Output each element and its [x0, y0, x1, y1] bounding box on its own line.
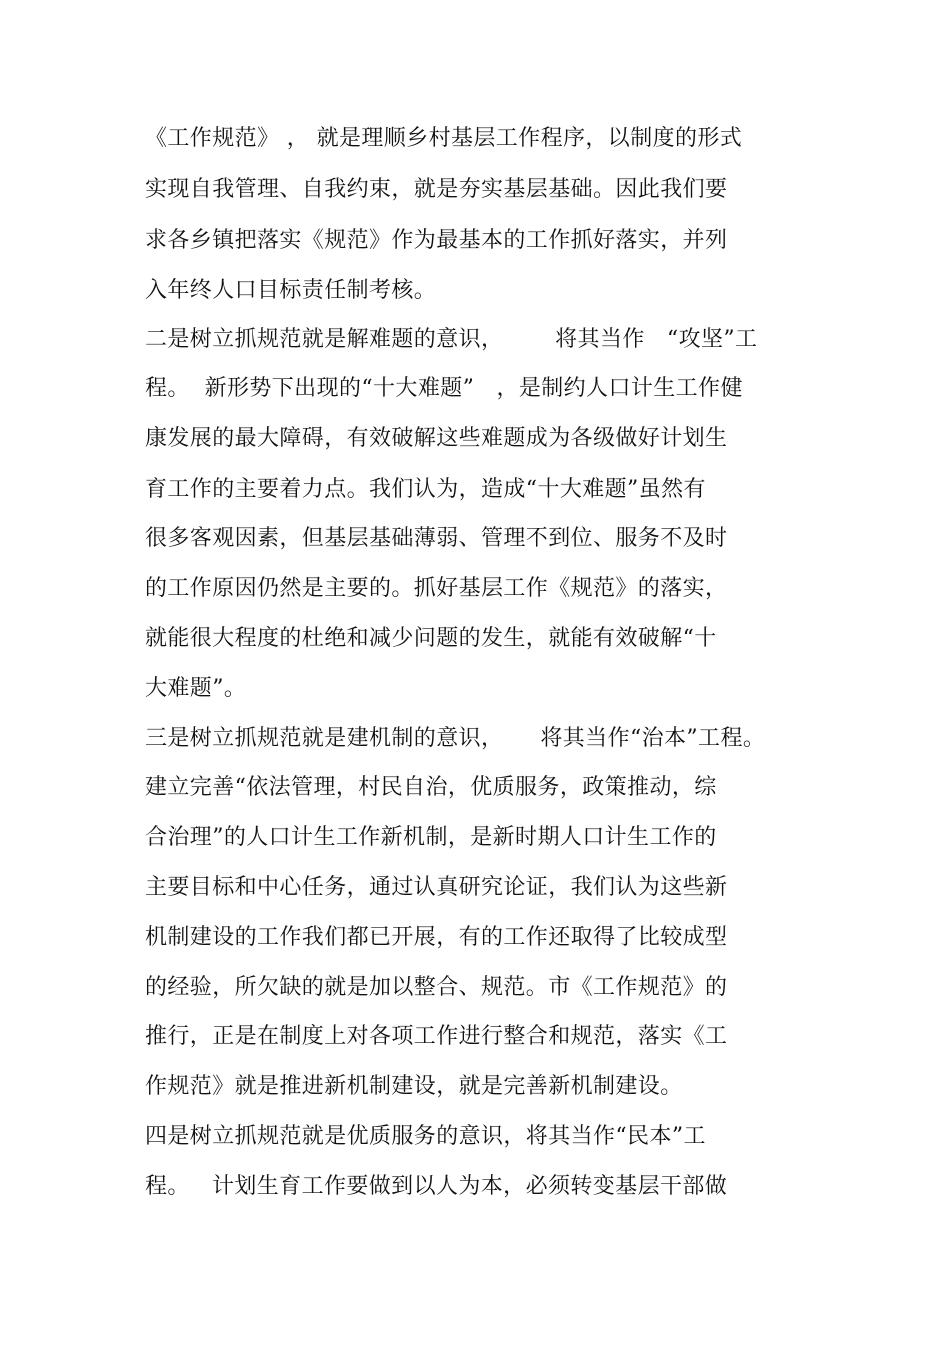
text-line-9: 很多客观因素，但基层基础薄弱、管理不到位、服务不及时: [145, 526, 728, 551]
text-line-8: 育工作的主要着力点。我们认为，造成“十大难题”虽然有: [145, 477, 706, 502]
text-line-11: 就能很大程度的杜绝和减少问题的发生，就能有效破解“十: [145, 626, 717, 651]
text-line-12: 大难题”。: [145, 676, 247, 701]
text-line-6: 程。 新形势下出现的“十大难题” ，是制约人口计生工作健: [145, 376, 743, 401]
text-line-14: 建立完善“依法管理，村民自治，优质服务，政策推动，综: [145, 775, 717, 800]
text-line-22: 程。 计划生育工作要做到以人为本，必须转变基层干部做: [145, 1174, 728, 1199]
text-line-2: 实现自我管理、自我约束，就是夯实基层基础。因此我们要: [145, 177, 728, 202]
text-line-20: 作规范》就是推进新机制建设，就是完善新机制建设。: [145, 1074, 683, 1099]
text-line-5: 二是树立抓规范就是解难题的意识， 将其当作 “攻坚”工: [145, 327, 758, 352]
text-line-1: 《工作规范》 ， 就是理顺乡村基层工作程序，以制度的形式: [145, 126, 743, 151]
text-line-4: 入年终人口目标责任制考核。: [145, 278, 437, 303]
text-line-16: 主要目标和中心任务，通过认真研究论证，我们认为这些新: [145, 875, 728, 900]
text-line-18: 的经验，所欠缺的就是加以整合、规范。市《工作规范》的: [145, 975, 728, 1000]
text-line-15: 合治理”的人口计生工作新机制，是新时期人口计生工作的: [145, 825, 717, 850]
text-line-21: 四是树立抓规范就是优质服务的意识，将其当作“民本”工: [145, 1124, 706, 1149]
text-line-19: 推行，正是在制度上对各项工作进行整合和规范，落实《工: [145, 1024, 728, 1049]
text-line-10: 的工作原因仍然是主要的。抓好基层工作《规范》的落实，: [145, 576, 728, 601]
text-line-13: 三是树立抓规范就是建机制的意识， 将其当作“治本”工程。: [145, 726, 766, 751]
text-line-3: 求各乡镇把落实《规范》作为最基本的工作抓好落实，并列: [145, 228, 728, 253]
text-line-7: 康发展的最大障碍，有效破解这些难题成为各级做好计划生: [145, 426, 728, 451]
text-line-17: 机制建设的工作我们都已开展，有的工作还取得了比较成型: [145, 925, 728, 950]
